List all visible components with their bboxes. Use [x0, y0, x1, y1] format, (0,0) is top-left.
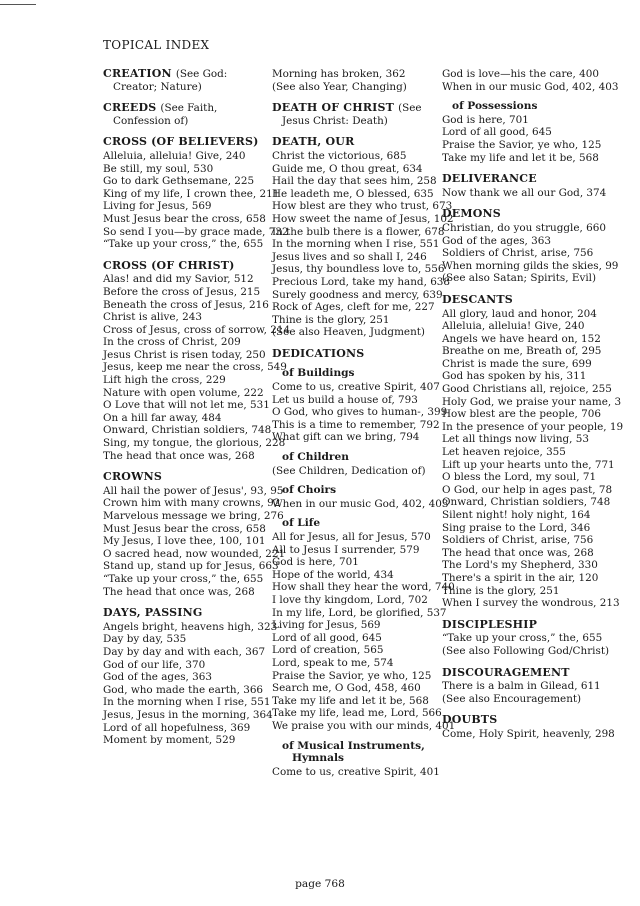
subtopic-heading-text: of Choirs: [282, 484, 337, 497]
topic-heading-text: DEMONS: [442, 207, 501, 221]
hymn-entry: This is a time to remember, 792: [272, 418, 440, 431]
hymn-entry: Thine is the glory, 251: [272, 313, 390, 326]
topic-heading: [272, 348, 435, 361]
index-column-2: [272, 68, 456, 778]
hymn-entry: Sing praise to the Lord, 346: [442, 521, 591, 534]
hymn-entry: Praise the Savior, ye who, 125: [442, 138, 602, 151]
hymn-entry: I love thy kingdom, Lord, 702: [272, 593, 428, 606]
hymn-entry: Come to us, creative Spirit, 401: [272, 765, 440, 778]
hymn-entry: God of the ages, 363: [442, 234, 552, 247]
hymn-entry: Come, Holy Spirit, heavenly, 298: [442, 727, 615, 740]
hymn-entry: In the presence of your people, 19: [442, 420, 624, 433]
hymn-entry: Cross of Jesus, cross of sorrow, 214: [103, 323, 291, 336]
hymn-entry: Christ is made the sure, 699: [442, 357, 592, 370]
hymn-entry: Sing, my tongue, the glorious, 228: [103, 437, 286, 450]
hymn-entry: Soldiers of Christ, arise, 756: [442, 534, 594, 547]
hymn-entry: There's a spirit in the air, 120: [442, 571, 599, 584]
hymn-entry: Jesus, thy boundless love to, 556: [272, 263, 445, 276]
hymn-entry: Now thank we all our God, 374: [442, 186, 607, 199]
see-also-entry: (See also Encouragement): [442, 692, 582, 705]
see-also-entry: (See also Satan; Spirits, Evil): [442, 272, 597, 285]
hymn-entry: When morning gilds the skies, 99: [442, 259, 619, 272]
hymn-entry: God is here, 701: [442, 113, 529, 126]
hymn-entry: In the morning when I rise, 551: [103, 696, 271, 709]
cross-reference: (See Jesus Christ: Death): [282, 102, 422, 127]
topic-heading: [442, 714, 612, 727]
subtopic-heading: [272, 367, 435, 380]
subtopic-heading: [272, 740, 435, 765]
hymn-entry: “Take up your cross,” the, 655: [103, 572, 264, 585]
topic-heading: [103, 607, 266, 620]
hymn-entry: The head that once was, 268: [442, 546, 594, 559]
topic-heading-text: CREEDS: [103, 101, 157, 115]
hymn-entry: All glory, laud and honor, 204: [442, 307, 597, 320]
hymn-entry: Soldiers of Christ, arise, 756: [442, 247, 594, 260]
topic-heading-text: CROSS (OF BELIEVERS): [103, 135, 259, 149]
hymn-entry: All to Jesus I surrender, 579: [272, 543, 420, 556]
hymn-entry: Jesus Christ is risen today, 250: [103, 348, 266, 361]
hymn-entry: Precious Lord, take my hand, 638: [272, 275, 451, 288]
subtopic-heading: [272, 451, 435, 464]
hymn-entry: Guide me, O thou great, 634: [272, 162, 423, 175]
hymn-entry: Hail the day that sees him, 258: [272, 175, 437, 188]
hymn-entry: O God, our help in ages past, 78: [442, 483, 613, 496]
index-column-1: [103, 67, 291, 747]
hymn-entry: Rock of Ages, cleft for me, 227: [272, 301, 435, 314]
topic-heading: [442, 173, 612, 186]
hymn-entry: How shall they hear the word, 740: [272, 581, 455, 594]
hymn-entry: Go to dark Gethsemane, 225: [103, 175, 255, 188]
see-also-entry: (See also Year, Changing): [272, 80, 407, 93]
see-also-entry: (See Children, Dedication of): [272, 464, 426, 477]
topic-heading-text: DISCOURAGEMENT: [442, 665, 570, 679]
hymn-entry: Take my life and let it be, 568: [442, 151, 599, 164]
hymn-entry: O sacred head, now wounded, 221: [103, 547, 286, 560]
topic-heading-text: CREATION: [103, 67, 172, 80]
hymn-entry: Crown him with many crowns, 92: [103, 497, 281, 510]
hymn-entry: When I survey the wondrous, 213: [442, 597, 620, 610]
hymn-entry: The Lord's my Shepherd, 330: [442, 559, 598, 572]
hymn-entry: Praise the Savior, ye who, 125: [272, 669, 432, 682]
hymn-entry: When in our music God, 402, 403: [272, 497, 449, 510]
hymn-entry: In the cross of Christ, 209: [103, 336, 241, 349]
hymn-entry: Good Christians all, rejoice, 255: [442, 383, 612, 396]
hymn-entry: Come to us, creative Spirit, 407: [272, 381, 440, 394]
hymn-entry: Lord of all hopefulness, 369: [103, 721, 251, 734]
topic-heading: [103, 260, 266, 273]
hymn-entry: Search me, O God, 458, 460: [272, 682, 421, 695]
subtopic-heading-text: of Musical Instruments,: [282, 739, 425, 752]
hymn-entry: Lift high the cross, 229: [103, 374, 226, 387]
hymn-entry: Surely goodness and mercy, 639: [272, 288, 443, 301]
running-head: TOPICAL INDEX: [103, 38, 210, 52]
index-column-3: [442, 68, 624, 741]
hymn-entry: My Jesus, I love thee, 100, 101: [103, 535, 266, 548]
hymn-entry: Day by day and with each, 367: [103, 645, 266, 658]
hymn-entry: Beneath the cross of Jesus, 216: [103, 298, 269, 311]
hymn-entry: Take my life, lead me, Lord, 566: [272, 707, 442, 720]
hymn-entry: Let all things now living, 53: [442, 433, 589, 446]
hymn-entry: Living for Jesus, 569: [103, 200, 212, 213]
hymn-entry: Alleluia, alleluia! Give, 240: [442, 320, 585, 333]
hymn-entry: Breathe on me, Breath of, 295: [442, 345, 602, 358]
top-rule: [0, 4, 36, 5]
hymn-entry: Take my life and let it be, 568: [272, 694, 429, 707]
hymn-entry: Let heaven rejoice, 355: [442, 446, 566, 459]
hymn-entry: Lord of creation, 565: [272, 644, 384, 657]
hymn-entry: All for Jesus, all for Jesus, 570: [272, 531, 431, 543]
hymn-entry: How blest are the people, 706: [442, 408, 602, 421]
hymn-entry: “Take up your cross,” the, 655: [442, 632, 603, 645]
hymn-entry: Lord of all good, 645: [442, 126, 552, 139]
topic-heading-text: DEDICATIONS: [272, 346, 365, 360]
hymn-entry: The head that once was, 268: [103, 449, 255, 462]
hymn-entry: Jesus lives and so shall I, 246: [272, 250, 427, 263]
hymn-entry: Must Jesus bear the cross, 658: [103, 212, 266, 225]
hymn-entry: Morning has broken, 362: [272, 68, 406, 80]
hymn-entry: Moment by moment, 529: [103, 734, 236, 747]
hymn-entry: God is love—his the care, 400: [442, 68, 599, 80]
hymn-entry: God is here, 701: [272, 556, 359, 569]
topic-heading: [442, 294, 612, 307]
topic-heading-text: DAYS, PASSING: [103, 606, 203, 620]
hymn-entry: The head that once was, 268: [103, 585, 255, 598]
topic-heading-text: DESCANTS: [442, 292, 513, 306]
hymn-entry: Onward, Christian soldiers, 748: [442, 496, 611, 509]
hymn-entry: Thine is the glory, 251: [442, 584, 560, 597]
hymn-entry: Jesus, Jesus in the morning, 364: [103, 708, 273, 721]
topic-heading: [103, 102, 266, 127]
hymn-entry: Alleluia, alleluia! Give, 240: [103, 149, 246, 162]
hymn-entry: When in our music God, 402, 403: [442, 80, 619, 93]
topic-heading-text: DELIVERANCE: [442, 172, 537, 186]
subtopic-heading: [272, 484, 435, 497]
hymn-entry: Marvelous message we bring, 276: [103, 510, 284, 522]
hymn-entry: He leadeth me, O blessed, 635: [272, 187, 434, 200]
hymn-entry: Day by day, 535: [103, 633, 187, 646]
topic-heading: [272, 136, 435, 149]
hymn-entry: There is a balm in Gilead, 611: [442, 680, 601, 693]
subtopic-heading-text: of Life: [282, 517, 321, 530]
hymn-entry: Alas! and did my Savior, 512: [103, 273, 254, 286]
hymn-entry: King of my life, I crown thee, 211: [103, 187, 280, 200]
hymn-entry: In my life, Lord, be glorified, 537: [272, 606, 447, 619]
hymn-entry: We praise you with our minds, 401: [272, 719, 456, 732]
hymn-entry: Angels bright, heavens high, 323: [103, 620, 278, 633]
page-number: page 768: [295, 878, 345, 890]
hymn-entry: God, who made the earth, 366: [103, 683, 264, 696]
hymn-entry: Christ the victorious, 685: [272, 149, 407, 162]
topic-heading-text: DEATH OF CHRIST: [272, 101, 395, 115]
subtopic-heading-text: of Possessions: [452, 100, 538, 113]
see-also-entry: (See also Following God/Christ): [442, 644, 610, 657]
hymn-entry: God of our life, 370: [103, 658, 206, 671]
subtopic-heading-text: of Buildings: [282, 367, 355, 380]
hymn-entry: Lord, speak to me, 574: [272, 656, 394, 669]
hymn-entry: What gift can we bring, 794: [272, 431, 420, 444]
hymn-entry: Christ is alive, 243: [103, 311, 203, 324]
hymn-entry: Before the cross of Jesus, 215: [103, 285, 261, 298]
topic-heading-text: DISCIPLESHIP: [442, 617, 538, 631]
cross-reference: (See God: Creator; Nature): [113, 68, 228, 93]
hymn-entry: Must Jesus bear the cross, 658: [103, 522, 266, 535]
hymn-entry: Nature with open volume, 222: [103, 386, 264, 399]
hymn-entry: How blest are they who trust, 673: [272, 200, 453, 213]
topic-heading-text: CROSS (OF CHRIST): [103, 258, 235, 272]
topic-heading: [442, 667, 612, 680]
hymn-entry: O Love that will not let me, 531: [103, 399, 270, 412]
hymn-entry: God of the ages, 363: [103, 671, 213, 684]
topic-heading: [442, 208, 612, 221]
hymn-entry: Hope of the world, 434: [272, 568, 394, 581]
hymn-entry: Onward, Christian soldiers, 748: [103, 424, 272, 437]
hymn-entry: Living for Jesus, 569: [272, 619, 381, 632]
topic-heading: [272, 102, 435, 127]
topic-heading-text: DEATH, OUR: [272, 135, 355, 149]
hymn-entry: Stand up, stand up for Jesus, 663: [103, 560, 279, 573]
hymn-entry: Lift up your hearts unto the, 771: [442, 458, 615, 471]
hymn-entry: In the morning when I rise, 551: [272, 238, 440, 251]
topic-heading: [103, 471, 266, 484]
subtopic-heading-continued: Hymnals: [292, 752, 344, 765]
hymn-entry: In the bulb there is a flower, 678: [272, 225, 445, 238]
hymn-entry: All hail the power of Jesus', 93, 95: [103, 484, 284, 497]
subtopic-heading: [272, 517, 435, 530]
hymn-entry: God has spoken by his, 311: [442, 370, 587, 383]
hymn-entry: O God, who gives to human-, 399: [272, 406, 448, 419]
hymn-entry: Holy God, we praise your name, 3: [442, 395, 622, 408]
topic-heading-text: CROWNS: [103, 470, 163, 484]
hymn-entry: Jesus, keep me near the cross, 549: [103, 361, 287, 374]
topic-heading-text: DOUBTS: [442, 713, 498, 727]
hymn-entry: Be still, my soul, 530: [103, 162, 214, 175]
hymn-entry: Angels we have heard on, 152: [442, 332, 601, 345]
topic-heading: [103, 68, 266, 93]
subtopic-heading-text: of Children: [282, 451, 349, 464]
hymn-entry: O bless the Lord, my soul, 71: [442, 471, 597, 484]
topic-heading: [442, 619, 612, 632]
hymn-entry: Lord of all good, 645: [272, 631, 382, 644]
hymn-entry: “Take up your cross,” the, 655: [103, 238, 264, 251]
hymn-entry: So send I you—by grace made, 732: [103, 225, 289, 238]
hymn-entry: How sweet the name of Jesus, 102: [272, 212, 454, 225]
subtopic-heading: [442, 100, 612, 113]
topic-heading: [103, 136, 266, 149]
hymn-entry: Silent night! holy night, 164: [442, 509, 591, 521]
hymn-entry: Christian, do you struggle, 660: [442, 221, 606, 234]
hymn-entry: Let us build a house of, 793: [272, 393, 418, 406]
hymn-entry: On a hill far away, 484: [103, 411, 222, 424]
cross-reference: (See Faith, Confession of): [113, 102, 218, 127]
see-also-entry: (See also Heaven, Judgment): [272, 326, 425, 339]
